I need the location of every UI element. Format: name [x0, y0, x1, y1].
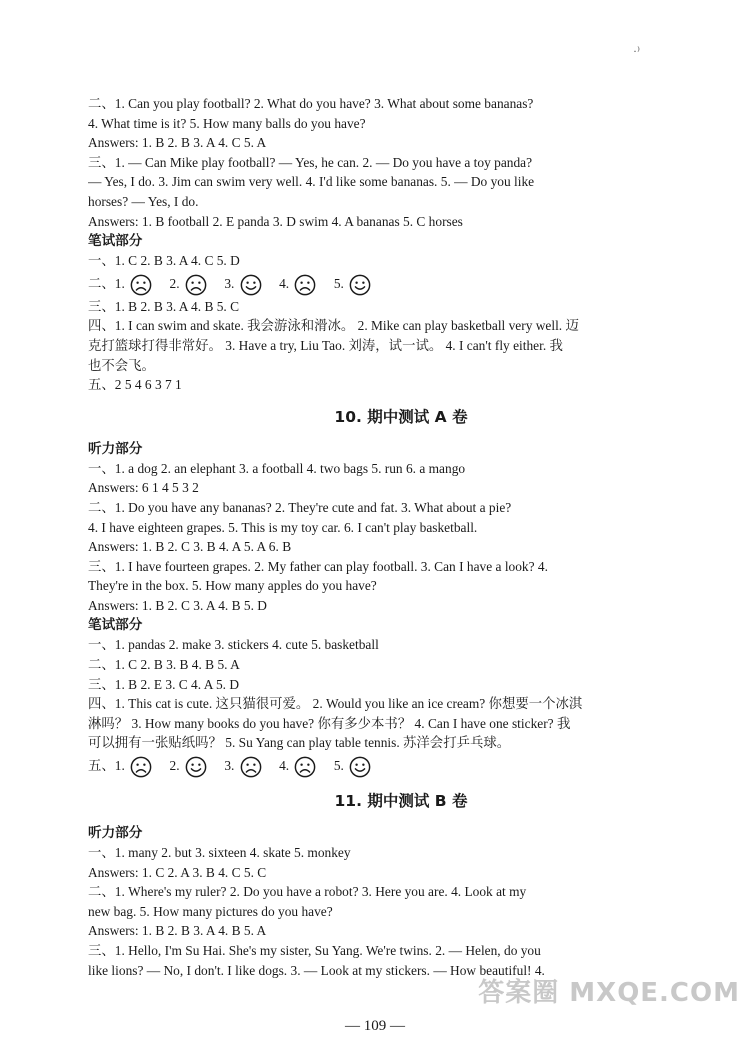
face-line-prefix: 五、1. — [88, 758, 125, 774]
face-number: 3. — [224, 758, 235, 774]
text-line: 一、1. a dog 2. an elephant 3. a football 4. two bags 5. run 6. a mango — [88, 460, 466, 476]
face-answer-line — [88, 753, 714, 779]
text-line: Answers: 1. B 2. C 3. A 4. B 5. D — [88, 597, 267, 613]
smiley-face-icon — [349, 274, 371, 296]
sad-face-icon — [240, 756, 262, 778]
block-a — [88, 94, 714, 231]
text-line: 克打篮球打得非常好。 3. Have a try, Liu Tao. 刘涛，试一试。 4. I can't fly either. 我 — [88, 337, 563, 353]
text-line: 三、1. I have fourteen grapes. 2. My father can play football. 3. Can I have a look? 4. — [88, 558, 548, 574]
text-line: new bag. 5. How many pictures do you have? — [88, 903, 333, 919]
face-number: 5. — [333, 758, 344, 774]
smiley-face-icon — [240, 274, 262, 296]
sad-face-icon — [294, 756, 316, 778]
text-line: 二、1. Can you play football? 2. What do you have? 3. What about some bananas? — [88, 96, 534, 111]
block-e — [88, 843, 714, 980]
smiley-face-icon — [349, 756, 371, 778]
text-line: 4. What time is it? 5. How many balls do you have? — [88, 115, 366, 131]
corner-mark: ·⁾ — [633, 44, 640, 58]
face-line-prefix: 二、1. — [88, 275, 125, 291]
text-line: Answers: 1. C 2. A 3. B 4. C 5. C — [88, 864, 267, 880]
face-number: 5. — [333, 275, 344, 291]
text-line: — Yes, I do. 3. Jim can swim very well. 4. I'd like some bananas. 5. — Do you like — [88, 174, 535, 190]
text-line: 三、1. — Can Mike play football? — Yes, he can. 2. — Do you have a toy panda? — [88, 154, 533, 170]
block-c — [88, 459, 714, 616]
text-line: like lions? — No, I don't. I like dogs. 3. — Look at my stickers. — How beautiful! 4. — [88, 962, 545, 978]
watermark-logo: 答案圈 MXQE.COM — [478, 978, 740, 1008]
text-line: 四、1. This cat is cute. 这只猫很可爱。 2. Would you like an ice cream? 你想要一个冰淇 — [88, 696, 583, 712]
block-b — [88, 297, 714, 395]
text-line: Answers: 1. B 2. B 3. A 4. C 5. A — [88, 135, 267, 151]
page-number: — 109 — — [345, 1018, 405, 1034]
block-d — [88, 635, 714, 753]
sad-face-icon — [130, 274, 152, 296]
text-line: 二、1. C 2. B 3. B 4. B 5. A — [88, 657, 240, 673]
answer-page — [88, 94, 714, 980]
face-number: 2. — [169, 275, 180, 291]
section-heading-written: 笔试部分 — [88, 233, 143, 250]
text-line: horses? — Yes, I do. — [88, 193, 199, 209]
face-number: 2. — [169, 758, 180, 774]
test-title-11: 11. 期中测试 B 卷 — [334, 792, 468, 811]
section-heading-written: 笔试部分 — [88, 617, 143, 634]
text-line: 一、1. pandas 2. make 3. stickers 4. cute 5. basketball — [88, 637, 379, 653]
text-line: 4. I have eighteen grapes. 5. This is my toy car. 6. I can't play basketball. — [88, 519, 478, 535]
text-line: 五、2 5 4 6 3 7 1 — [88, 377, 182, 393]
text-line: Answers: 1. B 2. C 3. B 4. A 5. A 6. B — [88, 539, 292, 555]
text-line: Answers: 6 1 4 5 3 2 — [88, 480, 199, 496]
face-number: 3. — [224, 275, 235, 291]
face-answer-line — [88, 271, 714, 297]
text-line: 三、1. B 2. B 3. A 4. B 5. C — [88, 298, 240, 314]
text-line: 三、1. B 2. E 3. C 4. A 5. D — [88, 676, 240, 692]
test-title-10: 10. 期中测试 A 卷 — [334, 407, 468, 426]
smiley-face-icon — [185, 756, 207, 778]
text-line: They're in the box. 5. How many apples do you have? — [88, 578, 377, 594]
face-number: 4. — [279, 758, 290, 774]
face-number: 4. — [279, 275, 290, 291]
text-line: Answers: 1. B football 2. E panda 3. D swim 4. A bananas 5. C horses — [88, 213, 463, 229]
text-line: 二、1. Where's my ruler? 2. Do you have a robot? 3. Here you are. 4. Look at my — [88, 884, 527, 900]
text-line: 四、1. I can swim and skate. 我会游泳和滑冰。 2. Mike can play basketball very well. 迈 — [88, 318, 579, 334]
text-line: 也不会飞。 — [88, 357, 155, 373]
text-line: Answers: 1. B 2. B 3. A 4. B 5. A — [88, 923, 267, 939]
text-line: 一、1. C 2. B 3. A 4. C 5. D — [88, 253, 240, 269]
text-line: 可以拥有一张贴纸吗？ 5. Su Yang can play table tennis. 苏洋会打乒乓球。 — [88, 735, 511, 751]
text-line: 三、1. Hello, I'm Su Hai. She's my sister, Su Yang. We're twins. 2. — Helen, do you — [88, 943, 541, 958]
section-heading-listening: 听力部分 — [88, 825, 143, 842]
text-line: 二、1. Do you have any bananas? 2. They're cute and fat. 3. What about a pie? — [88, 499, 512, 515]
text-line: 淋吗？ 3. How many books do you have? 你有多少本书？ 4. Can I have one sticker? 我 — [88, 715, 571, 731]
sad-face-icon — [130, 756, 152, 778]
sad-face-icon — [294, 274, 316, 296]
text-line: 一、1. many 2. but 3. sixteen 4. skate 5. monkey — [88, 845, 351, 861]
section-heading-listening: 听力部分 — [88, 440, 143, 457]
sad-face-icon — [185, 274, 207, 296]
